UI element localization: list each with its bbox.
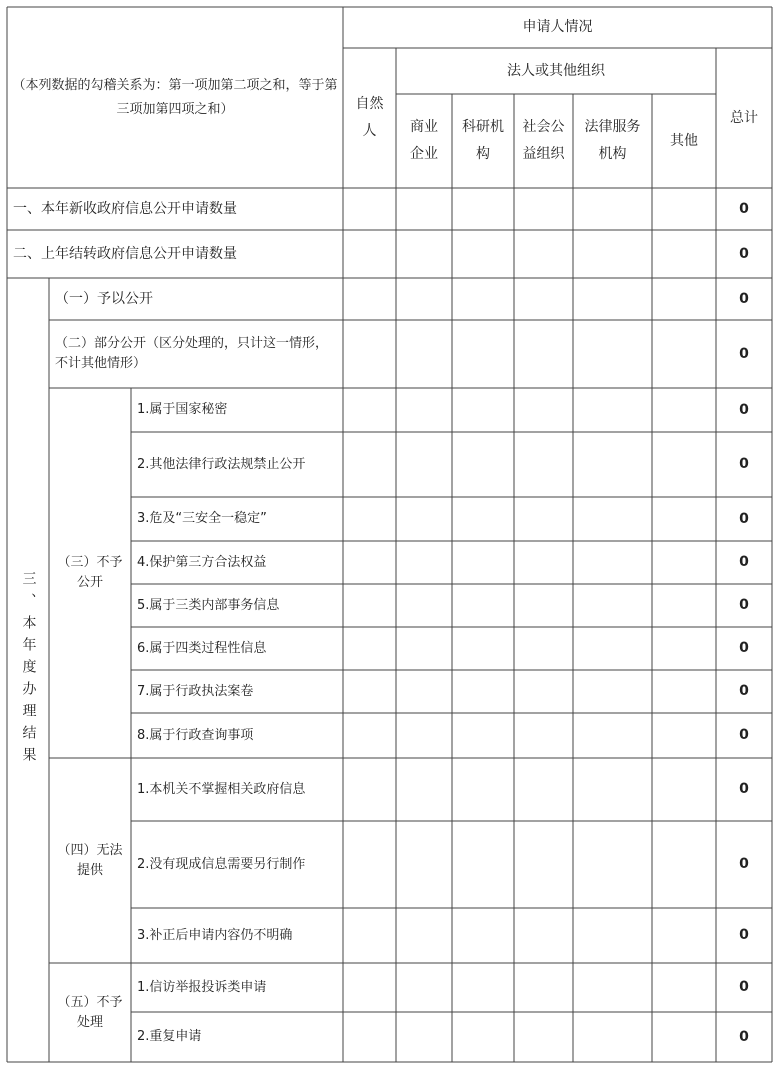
org-type-header: 科研机构 [462,119,504,162]
total-value: 0 [739,290,749,307]
item-label: 8.属于行政查询事项 [137,727,254,743]
results-label: 三、本年度办理结果 [20,571,37,769]
group-label-g1: （一）予以公开 [55,290,153,307]
item-label: 1.本机关不掌握相关政府信息 [137,781,306,797]
total-value: 0 [739,345,749,362]
org-type-header: 商业企业 [410,119,438,162]
item-label: 3.补正后申请内容仍不明确 [137,927,293,943]
org-type-header: 社会公益组织 [522,119,565,162]
total-value: 0 [739,200,749,217]
group-label-g4: （四）无法提供 [57,842,123,878]
row-label-carried-over: 二、上年结转政府信息公开申请数量 [13,245,237,262]
item-label: 2.其他法律行政法规禁止公开 [137,456,306,472]
group-label-g5: （五）不予处理 [57,994,123,1030]
total-value: 0 [739,781,749,797]
item-label: 3.危及“三安全一稳定” [137,511,267,526]
header-note: （本列数据的勾稽关系为：第一项加第二项之和，等于第三项加第四项之和） [12,77,338,117]
total-value: 0 [739,683,749,699]
total-value: 0 [739,640,749,656]
group-label-g3: （三）不予公开 [57,555,123,590]
total-value: 0 [739,927,749,943]
total-value: 0 [739,554,749,570]
item-label: 4.保护第三方合法权益 [137,554,267,570]
total-value: 0 [739,1028,749,1045]
total-value: 0 [739,510,749,527]
item-label: 1.属于国家秘密 [137,402,228,417]
item-label: 5.属于三类内部事务信息 [137,597,280,613]
legal-org-header: 法人或其他组织 [507,62,605,79]
item-label: 7.属于行政执法案卷 [137,683,254,699]
applicant-header: 申请人情况 [522,19,593,35]
org-type-header: 其他 [670,132,698,149]
item-label: 1.信访举报投诉类申请 [137,979,267,995]
total-header: 总计 [730,109,758,126]
natural-person-header: 自然人 [355,96,384,139]
total-value: 0 [739,401,749,418]
total-value: 0 [739,856,749,872]
total-value: 0 [739,245,749,262]
total-value: 0 [739,456,749,472]
total-value: 0 [739,979,749,995]
row-label-new-requests: 一、本年新收政府信息公开申请数量 [13,200,237,217]
item-label: 6.属于四类过程性信息 [137,640,267,656]
item-label: 2.没有现成信息需要另行制作 [137,856,306,872]
org-type-header: 法律服务机构 [584,119,641,162]
total-value: 0 [739,727,749,743]
item-label: 2.重复申请 [137,1029,202,1044]
group-label-g2: （二）部分公开（区分处理的，只计这一情形，不计其他情形） [55,336,329,371]
total-value: 0 [739,597,749,613]
